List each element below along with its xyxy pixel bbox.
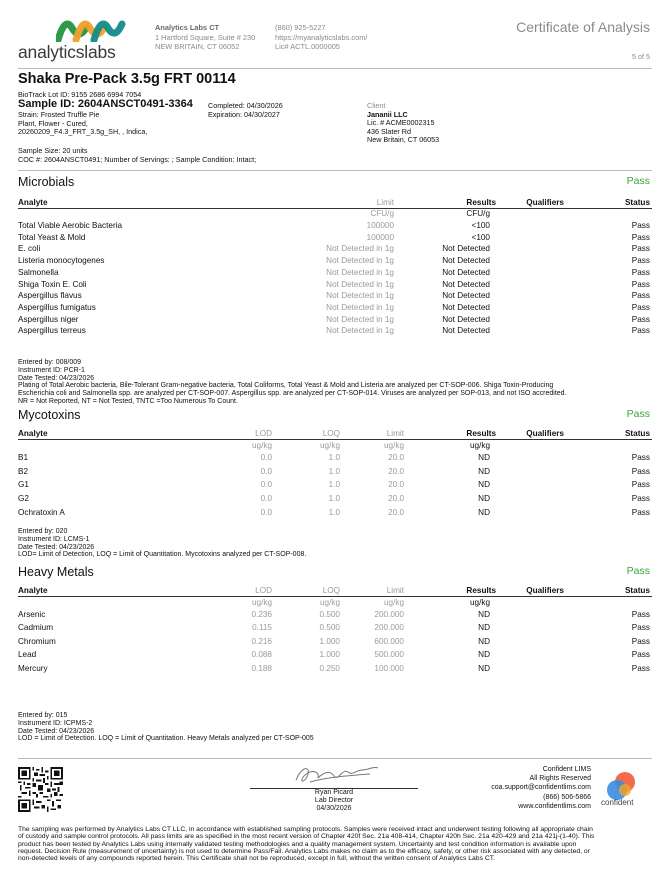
analyte-name: E. coli [18,244,41,254]
result-value: Not Detected [442,244,490,254]
limit-value: 20.0 [388,507,404,517]
col-analyte: Analyte [18,586,48,595]
heavy-metals-entered-by: Entered by: 015 [18,712,68,719]
signatory-name: Ryan Picard [314,789,354,796]
mycotoxins-note: LOD= Limit of Detection, LOQ = Limit of Quantitation. Mycotoxins analyzed per CT-SOP-008. [18,551,307,559]
lab-address-1: 1 Hartford Square, Suite # 230 [155,32,256,42]
col-status: Status [624,586,650,595]
sample-id: Sample ID: 2604ANSCT0491-3364 [18,98,193,110]
result-value: ND [478,663,490,673]
loq-value: 1.0 [328,507,340,517]
confident-wordmark: confident [601,798,634,807]
table-header-rule [18,439,652,440]
limit-unit: CFU/g [370,209,394,218]
disclaimer-line-2: of custody and sample control protocols. All pass limits are as specified in the most recent version of Chapter 420f Sec. 21a 408-414, Chapter 420h Sec. 21a 420-429 and 21a 421j-(1-40). This [18,833,595,841]
col-lod: LOD [255,429,272,438]
disclaimer-line-4: request. Decision Rule (measurement of uncertainty) is not used to determine Pass/Fail. Analytics Labs makes no claim as to the efficacy, safety, or other risk associated with any detected, or [18,847,590,855]
logo-wordmark: analyticslabs [18,42,116,62]
mycotoxins-instrument: Instrument ID: LCMS-1 [18,535,90,543]
limit-value: 100000 [366,232,394,242]
heavy-metals-note: LOD = Limit of Detection. LOQ = Limit of Quantitation. Heavy Metals analyzed per CT-SOP-005 [18,735,314,743]
status-value: Pass [631,314,650,324]
strain: Strain: Frosted Truffle Pie [18,110,100,119]
signatory-title: Lab Director [314,796,354,804]
col-analyte: Analyte [18,198,48,207]
loq-value: 1.0 [328,480,340,490]
page-number: 5 of 5 [632,52,650,61]
table-row [18,610,652,622]
table-row [18,268,652,280]
limit-value: 500.000 [374,650,404,660]
microbials-date-tested: Date Tested: 04/23/2026 [18,374,95,382]
lod-value: 0.188 [251,663,272,673]
table-row [18,494,652,506]
status-value: Pass [631,623,650,633]
status-value: Pass [631,326,650,336]
limit-unit: ug/kg [383,598,404,607]
table-row [18,244,652,256]
result-value: Not Detected [442,267,490,277]
limit-value: 600.000 [374,636,404,646]
sample-dates [208,102,283,119]
analyte-name: Cadmium [18,623,54,633]
sample-size: Sample Size: 20 units [18,146,88,155]
result-value: Not Detected [442,291,490,301]
result-value: ND [478,466,490,476]
loq-value: 1.0 [328,466,340,476]
client-label: Client [367,101,386,110]
lab-info [155,23,255,52]
table-row [18,480,652,492]
result-value: ND [478,623,490,633]
lab-website-link[interactable]: https://myanalyticslabs.com/ [275,32,368,42]
heavy-metals-units-row [18,598,652,610]
result-value: ND [478,610,490,619]
heavy-metals-title: Heavy Metals [18,565,94,579]
result-unit: ug/kg [469,598,490,607]
col-results: Results [466,586,496,595]
coc-line: COC #: 2604ANSCT0491; Number of Servings: ; Sample Condition: Intact; [18,154,257,164]
col-status: Status [624,429,650,438]
status-value: Pass [631,663,650,673]
result-value: ND [478,480,490,490]
col-qualifiers: Qualifiers [526,198,564,207]
loq-value: 0.500 [319,610,340,619]
result-value: Not Detected [442,256,490,266]
lod-value: 0.0 [260,507,272,517]
footer-divider [18,758,652,759]
table-row [18,508,652,520]
mycotoxins-entered-by: Entered by: 020 [18,528,68,535]
col-qualifiers: Qualifiers [526,586,564,595]
lab-name: Analytics Labs CT [155,23,220,32]
col-loq: LOQ [322,429,340,438]
table-row [18,280,652,292]
table-row [18,256,652,268]
heavy-metals-instrument: Instrument ID: ICPMS-2 [18,719,93,727]
col-qualifiers: Qualifiers [526,429,564,438]
result-value: ND [478,636,490,646]
analyte-name: G2 [18,494,29,504]
loq-value: 1.0 [328,494,340,504]
limit-value: 100000 [366,221,394,230]
limit-unit: ug/kg [383,441,404,450]
heavy-metals-date-tested: Date Tested: 04/23/2026 [18,727,95,735]
client-license: Lic. # ACME0002315 [367,118,435,128]
table-row [18,664,652,676]
analytics-labs-logo [18,14,144,64]
section-divider [18,170,652,171]
loq-value: 1.0 [328,453,340,462]
mycotoxins-notes [18,528,658,559]
table-row [18,315,652,327]
limit-value: Not Detected in 1g [326,267,394,277]
matrix: Plant, Flower - Cured, [18,118,88,128]
table-row [18,233,652,245]
table-row [18,291,652,303]
analyte-name: Arsenic [18,610,46,619]
col-status: Status [624,198,650,207]
lod-value: 0.088 [251,650,272,660]
signature-date: 04/30/2026 [316,804,352,812]
analyte-name: Ochratoxin A [18,507,65,517]
lod-value: 0.0 [260,494,272,504]
microbials-status: Pass [626,175,650,187]
lod-value: 0.216 [251,636,272,646]
col-limit: Limit [376,198,394,207]
limit-value: 20.0 [388,494,404,504]
analyte-name: Aspergillus niger [18,314,79,324]
status-value: Pass [631,466,650,476]
microbials-units-row [18,209,652,221]
table-row [18,326,652,338]
disclaimer [18,826,650,862]
status-value: Pass [631,650,650,660]
table-row [18,623,652,635]
lod-value: 0.0 [260,466,272,476]
loq-value: 0.500 [319,623,340,633]
status-value: Pass [631,256,650,266]
col-lod: LOD [255,586,272,595]
client-info [367,102,439,145]
signatory [250,789,418,812]
status-value: Pass [631,494,650,504]
result-value: Not Detected [442,314,490,324]
mycotoxins-date-tested: Date Tested: 04/23/2026 [18,543,95,551]
microbials-title: Microbials [18,175,75,189]
analyte-name: Listeria monocytogenes [18,256,105,266]
table-row [18,453,652,465]
table-row [18,221,652,233]
lod-value: 0.115 [252,623,272,633]
table-row [18,650,652,662]
col-results: Results [466,429,496,438]
status-value: Pass [631,221,650,230]
header-divider [18,68,652,69]
lod-unit: ug/kg [251,441,272,450]
analyte-name: Aspergillus flavus [18,291,82,301]
status-value: Pass [631,232,650,242]
result-value: ND [478,494,490,504]
limit-value: Not Detected in 1g [326,314,394,324]
mycotoxins-title: Mycotoxins [18,408,81,422]
result-value: ND [478,453,490,462]
col-limit: Limit [386,586,404,595]
limit-value: Not Detected in 1g [326,302,394,312]
analyte-name: Chromium [18,636,56,646]
result-value: <100 [471,221,490,230]
limit-value: Not Detected in 1g [326,291,394,301]
result-value: <100 [471,232,490,242]
col-loq: LOQ [322,586,340,595]
limit-value: 200.000 [374,610,404,619]
status-value: Pass [631,480,650,490]
result-value: ND [478,650,490,660]
microbials-instrument: Instrument ID: PCR-1 [18,366,85,374]
analyte-name: G1 [18,480,29,490]
document-title: Certificate of Analysis [516,19,650,35]
status-value: Pass [631,279,650,289]
microbials-note-1: Plating of Total Aerobic bacteria, Bile-Tolerant Gram-negative bacteria, Total Coliforms, Total Yeast & Mold and Listeria are analyzed per CT-SOP-006. Shiga Toxin-Producing [18,382,554,390]
status-value: Pass [631,453,650,462]
status-value: Pass [631,302,650,312]
loq-unit: ug/kg [319,598,340,607]
loq-value: 1.000 [319,650,340,660]
analyte-name: Lead [18,650,37,660]
heavy-metals-status: Pass [626,565,650,577]
loq-unit: ug/kg [319,441,340,450]
microbials-note-3: NR = Not Reported, NT = Not Tested, TNTC =Too Numerous To Count. [18,397,238,405]
lod-unit: ug/kg [251,598,272,607]
mycotoxins-units-row [18,441,652,453]
signature-icon [290,762,382,788]
client-name: Jananii LLC [367,109,408,119]
analyte-name: Mercury [18,663,48,673]
analyte-name: Aspergillus terreus [18,326,86,336]
col-results: Results [466,198,496,207]
result-value: Not Detected [442,302,490,312]
table-row [18,303,652,315]
batch: 20260209_F4.3_FRT_3.5g_SH, , Indica, [18,127,148,137]
status-value: Pass [631,610,650,619]
sample-details [18,111,147,137]
result-value: ND [478,507,490,517]
loq-value: 0.250 [319,663,340,673]
disclaimer-line-1: The sampling was performed by Analytics Labs CT LLC, in accordance with established sampling protocols. Samples were received intact and underwent testing following all appropriate chain [18,826,593,833]
loq-value: 1.000 [319,636,340,646]
microbials-entered-by: Entered by: 008/009 [18,359,82,366]
table-row [18,637,652,649]
analyte-name: B2 [18,466,29,476]
disclaimer-line-5: non-detected levels of any compounds reported herein. This Certificate shall not be reproduced, except in full, without the written consent of Analytics Labs CT. [18,855,496,863]
confident-name: Confident LIMS [542,766,591,773]
completed-date: Completed: 04/30/2026 [208,101,283,110]
limit-value: 20.0 [388,480,404,490]
lod-value: 0.0 [260,480,272,490]
status-value: Pass [631,291,650,301]
result-value: Not Detected [442,279,490,289]
status-value: Pass [631,507,650,517]
lab-address-2: NEW BRITAIN, CT 06052 [155,42,240,52]
status-value: Pass [631,636,650,646]
result-unit: ug/kg [469,441,490,450]
col-limit: Limit [386,429,404,438]
analyte-name: B1 [18,453,29,462]
result-value: Not Detected [442,326,490,336]
lod-value: 0.236 [251,610,272,619]
limit-value: Not Detected in 1g [326,244,394,254]
status-value: Pass [631,244,650,254]
confident-email-link[interactable]: coa.support@confidentlims.com [491,784,591,792]
analyte-name: Total Viable Aerobic Bacteria [18,221,123,230]
confident-lims-info [491,765,591,811]
confident-website-link[interactable]: www.confidentlims.com [518,802,591,810]
status-value: Pass [631,267,650,277]
analyte-name: Shiga Toxin E. Coli [18,279,87,289]
lab-license: Lic# ACTL.0000005 [275,42,340,52]
sample-size-block [18,147,256,164]
limit-value: 20.0 [388,466,404,476]
heavy-metals-notes [18,712,658,743]
client-address-1: 436 Slater Rd [367,126,411,136]
qr-code-icon[interactable] [18,767,63,812]
microbials-notes [18,359,658,406]
biotrack-lot-id: BioTrack Lot ID: 9155 2686 6994 7054 [18,90,142,99]
mycotoxins-status: Pass [626,408,650,420]
disclaimer-line-3: product has been tested by Analytics Labs using internally validated testing methodologies and a quality management system. Uncertainty and test condition information is available upon [18,840,577,848]
table-header-rule [18,596,652,597]
limit-value: 100.000 [374,663,404,673]
lab-contact [275,23,367,52]
limit-value: Not Detected in 1g [326,326,394,336]
analyte-name: Salmonella [18,267,59,277]
lod-value: 0.0 [260,453,272,462]
limit-value: 200.000 [374,623,404,633]
analyte-name: Aspergillus fumigatus [18,302,96,312]
microbials-note-2: Escherichia coli and Salmonella spp. are analyzed per CT-SOP-007. Aspergillus spp. are analyzed per CT-SOP-014. Viruses are analyzed per SOP-013, and not ISO accredited. [18,390,567,398]
confident-rights: All Rights Reserved [529,775,591,783]
product-title: Shaka Pre-Pack 3.5g FRT 00114 [18,71,236,87]
lab-phone: (860) 925-5227 [275,23,326,32]
limit-value: 20.0 [388,453,404,462]
result-unit: CFU/g [466,209,490,218]
expiration-date: Expiration: 04/30/2027 [208,109,280,119]
col-analyte: Analyte [18,429,48,438]
client-address-2: New Britain, CT 06053 [367,135,440,145]
limit-value: Not Detected in 1g [326,279,394,289]
analyte-name: Total Yeast & Mold [18,232,86,242]
confident-phone: (866) 506-5866 [543,793,591,801]
logo-mark-icon [56,14,128,42]
table-row [18,467,652,479]
limit-value: Not Detected in 1g [326,256,394,266]
